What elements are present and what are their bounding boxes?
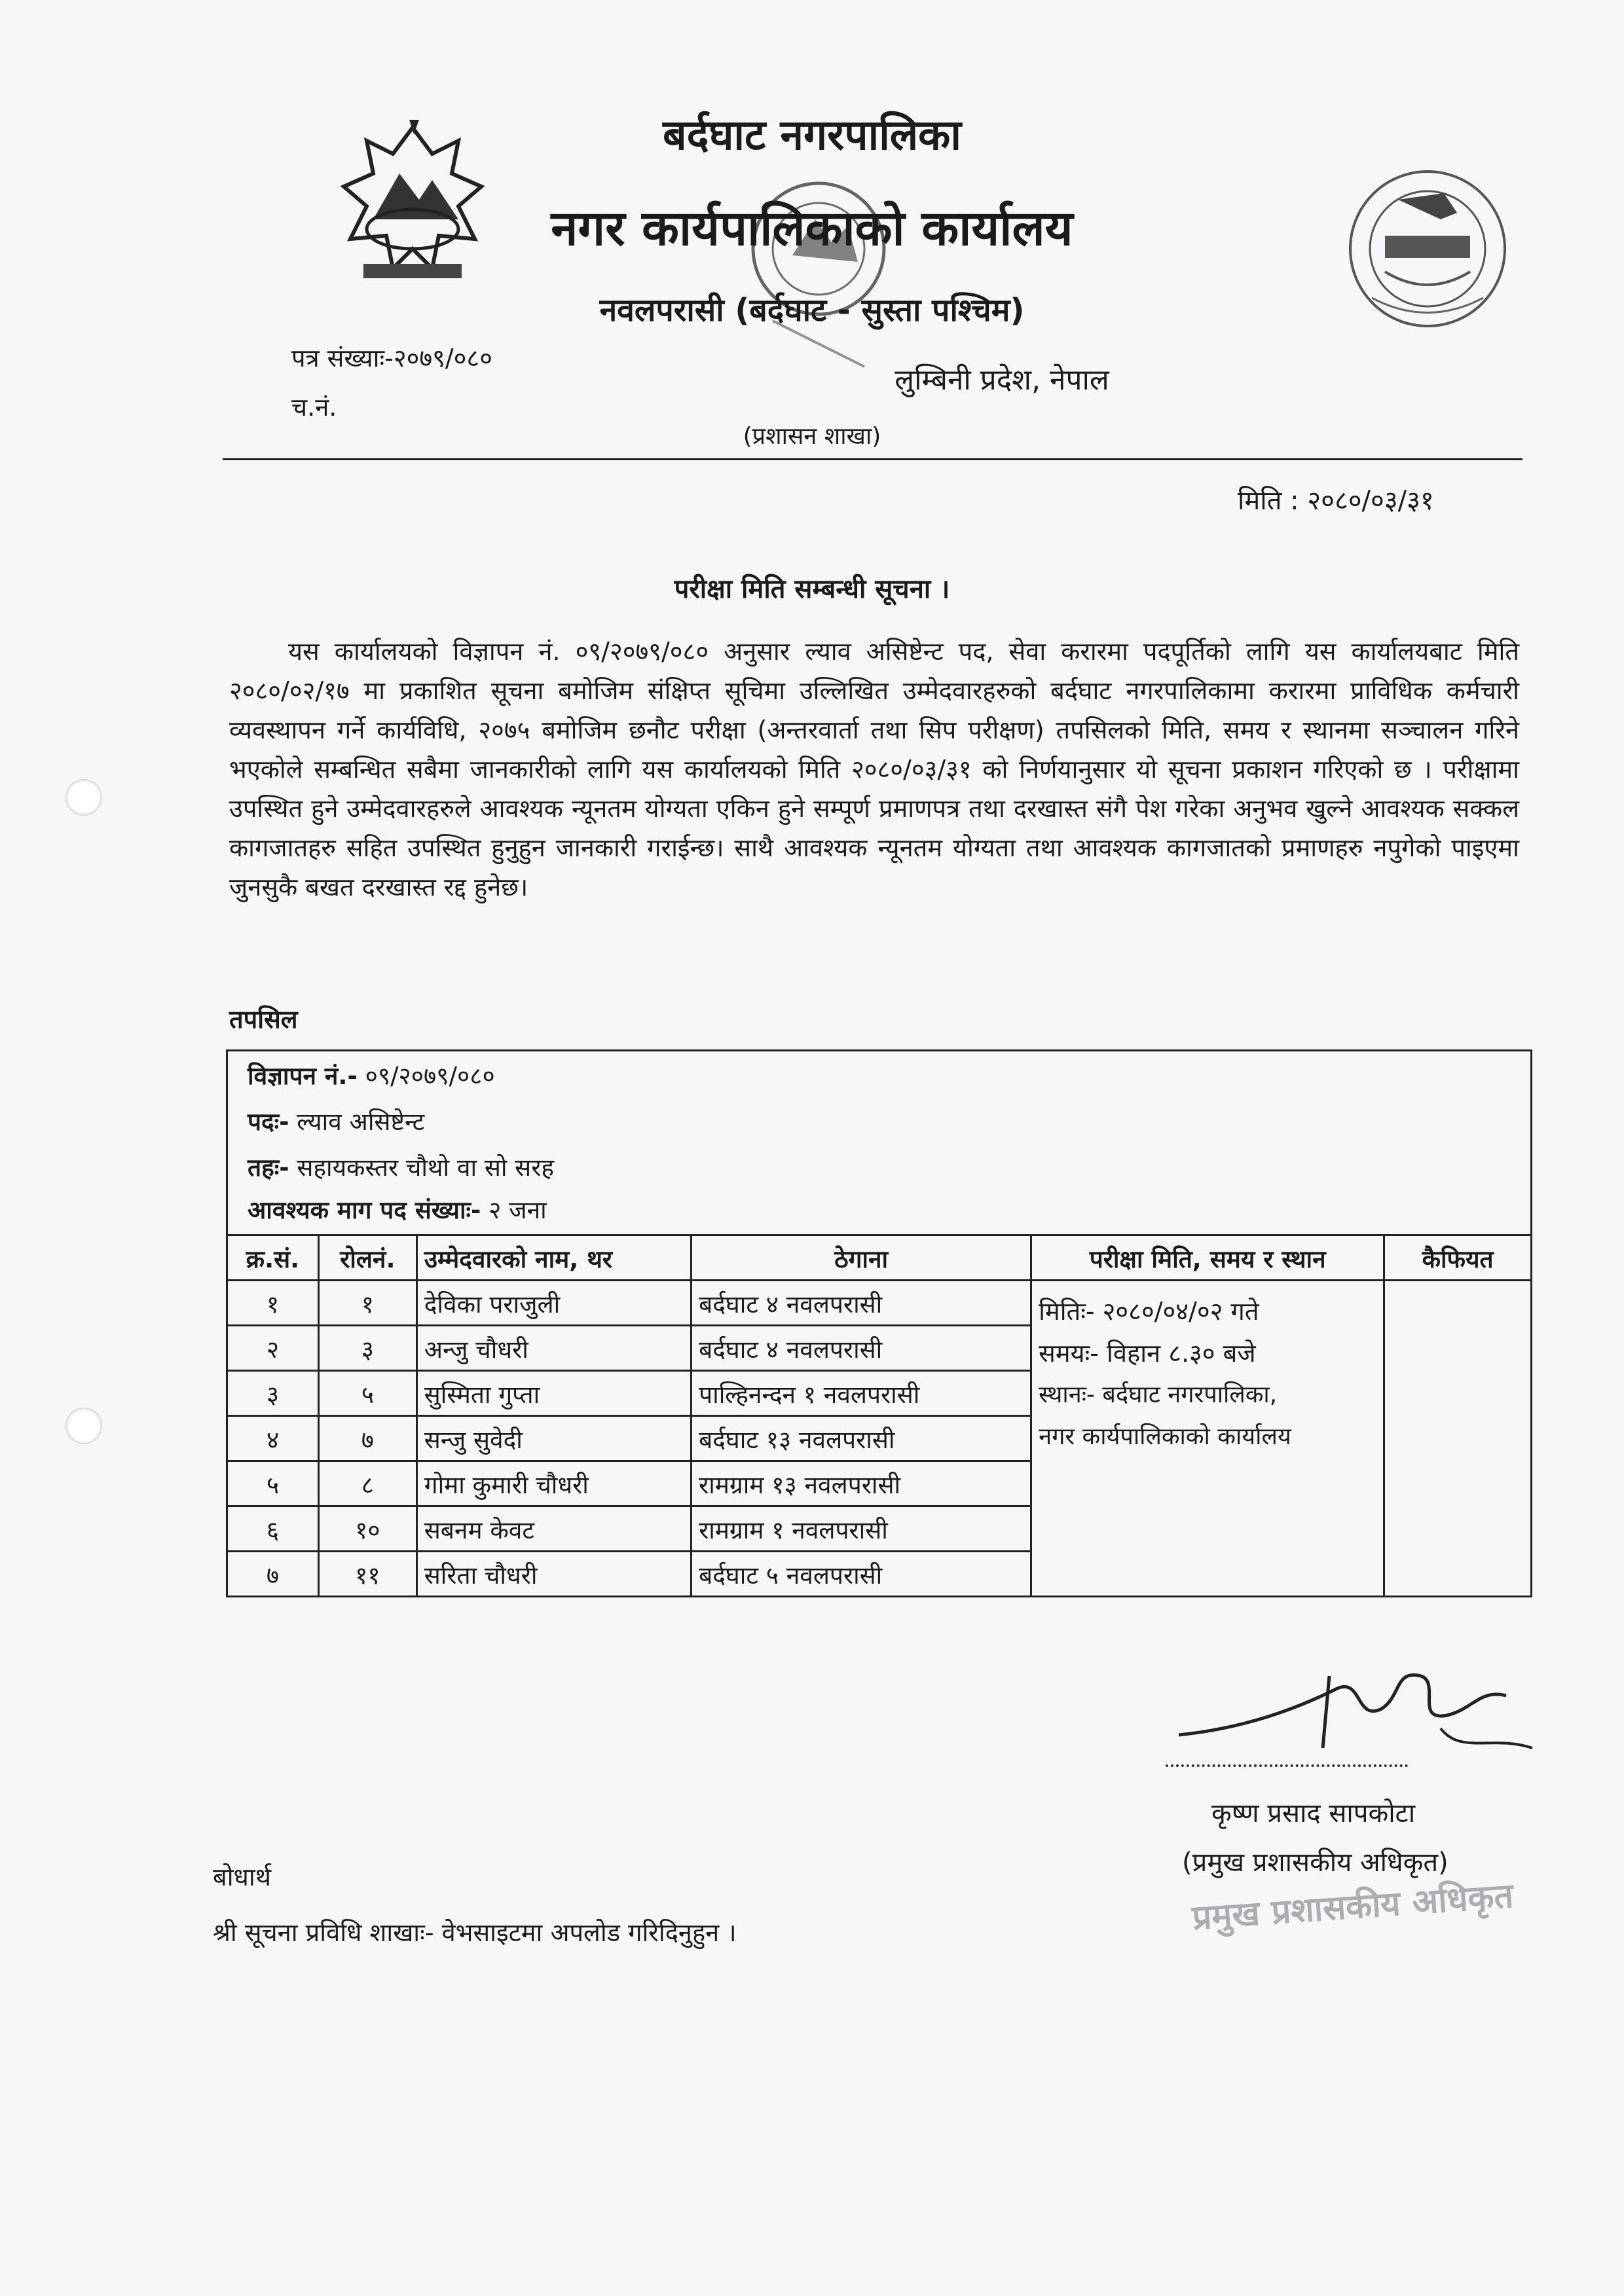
tapasil-label: तपसिल — [229, 1005, 298, 1034]
row-roll: ८ — [318, 1461, 416, 1506]
header-exam: परीक्षा मिति, समय र स्थान — [1031, 1235, 1384, 1281]
row-name: देविका पराजुली — [416, 1281, 691, 1326]
handwritten-signature-icon — [1166, 1650, 1559, 1781]
row-name: सन्जु सुवेदी — [416, 1416, 691, 1461]
row-sn: ६ — [227, 1506, 319, 1552]
level-label: तहः- — [248, 1154, 289, 1182]
designation-stamp: प्रमुख प्रशासकीय अधिकृत — [1190, 1876, 1515, 1939]
demand-value: २ जना — [489, 1196, 547, 1224]
province-name: लुम्बिनी प्रदेश, नेपाल — [895, 363, 1109, 397]
row-sn: २ — [227, 1326, 319, 1371]
notice-title: परीक्षा मिति सम्बन्धी सूचना । — [674, 574, 950, 604]
row-sn: १ — [227, 1281, 319, 1326]
exam-details-cell — [1031, 1281, 1384, 1597]
demand-label: आवश्यक माग पद संख्याः- — [248, 1196, 481, 1224]
demand-line — [248, 1192, 547, 1226]
municipality-name: बर्दघाट नगरपालिका — [663, 111, 961, 160]
row-name: सबनम केवट — [416, 1506, 691, 1552]
notice-body: यस कार्यालयको विज्ञापन नं. ०९/२०७९/०८० अनुसार ल्याव असिष्टेन्ट पद, सेवा करारमा पदपूर्तिको लागि यस कार्यालयबाट मिति २०८०/०२/१७ मा प्रकाशित सूचना बमोजिम संक्षिप्त सूचिमा उल्लिखित उम्मेदवारहरुको बर्दघाट नगरपालिकामा करारमा प्राविधिक कर्मचारी व्यवस्थापन गर्ने कार्यविधि, २०७५ बमोजिम छनौट परीक्षा (अन्तरवार्ता तथा सिप परीक्षण) तपसिलको मिति, समय र स्थानमा सञ्चालन गरिने भएकोले सम्बन्धित सबैमा जानकारीको लागि यस कार्यालयको मिति २०८०/०३/३१ को निर्णयानुसार यो सूचना प्रकाशन गरिएको छ । परीक्षामा उपस्थित हुने उम्मेदवारहरुले आवश्यक न्यूनतम योग्यता एकिन हुने सम्पूर्ण प्रमाणपत्र तथा दरखास्त संगै पेश गरेका अनुभव खुल्ने आवश्यक सक्कल कागजातहरु सहित उपस्थित हुनुहुन जानकारी गराईन्छ। साथै आवश्यक न्यूनतम योग्यता तथा आवश्यक कागजातको प्रमाणहरु नपुगेको पाइएमा जुनसुकै बखत दरखास्त रद्द हुनेछ। — [229, 637, 1519, 902]
candidate-table — [226, 1234, 1532, 1597]
office-location: नवलपरासी (बर्दघाट - सुस्ता पश्चिम) — [599, 292, 1025, 329]
exam-place-office: नगर कार्यपालिकाको कार्यालय — [1039, 1423, 1291, 1450]
header-address: ठेगाना — [692, 1235, 1031, 1281]
bodhartha-label: बोधार्थ — [213, 1863, 272, 1891]
row-roll: ११ — [318, 1552, 416, 1597]
ad-number-line — [248, 1058, 495, 1091]
row-roll: ३ — [318, 1326, 416, 1371]
row-roll: ७ — [318, 1416, 416, 1461]
exam-date: मितिः- २०८०/०४/०२ गते — [1039, 1297, 1259, 1326]
post-label: पदः- — [248, 1108, 289, 1136]
row-sn: ४ — [227, 1416, 319, 1461]
header-remarks: कैफियत — [1384, 1235, 1532, 1281]
row-address: रामग्राम १३ नवलपरासी — [692, 1461, 1031, 1506]
row-sn: ३ — [227, 1371, 319, 1416]
row-address: रामग्राम १ नवलपरासी — [692, 1506, 1031, 1552]
row-roll: १ — [318, 1281, 416, 1326]
row-address: बर्दघाट ५ नवलपरासी — [692, 1552, 1031, 1597]
notice-date: मिति : २०८०/०३/३१ — [1238, 486, 1434, 516]
remarks-cell — [1384, 1281, 1532, 1597]
row-roll: ५ — [318, 1371, 416, 1416]
row-roll: १० — [318, 1506, 416, 1552]
header-sn: क्र.सं. — [227, 1235, 319, 1281]
row-name: सुस्मिता गुप्ता — [416, 1371, 691, 1416]
branch-name: (प्रशासन शाखा) — [743, 423, 881, 450]
header-name: उम्मेदवारको नाम, थर — [416, 1235, 691, 1281]
signatory-title: (प्रमुख प्रशासकीय अधिकृत) — [1182, 1848, 1449, 1878]
ad-number-label: विज्ञापन नं.- — [248, 1062, 358, 1090]
exam-place: स्थानः- बर्दघाट नगरपालिका, — [1039, 1381, 1278, 1408]
row-address: बर्दघाट ४ नवलपरासी — [692, 1281, 1031, 1326]
exam-time: समयः- विहान ८.३० बजे — [1039, 1339, 1256, 1368]
ad-number-value: ०९/२०७९/०८० — [365, 1062, 495, 1090]
post-details-box — [226, 1049, 1532, 1234]
office-name: नगर कार्यपालिकाको कार्यालय — [551, 200, 1073, 257]
row-sn: ७ — [227, 1552, 319, 1597]
table-row — [227, 1281, 1532, 1326]
row-name: सरिता चौधरी — [416, 1552, 691, 1597]
row-address: बर्दघाट १३ नवलपरासी — [692, 1416, 1031, 1461]
header-divider — [223, 458, 1522, 460]
letter-number: पत्र संख्याः-२०७९/०८० — [291, 344, 492, 373]
level-line — [248, 1150, 554, 1183]
row-name: अन्जु चौधरी — [416, 1326, 691, 1371]
table-header-row — [227, 1235, 1532, 1281]
row-name: गोमा कुमारी चौधरी — [416, 1461, 691, 1506]
post-value: ल्याव असिष्टेन्ट — [297, 1108, 425, 1136]
punch-hole-top — [65, 779, 102, 816]
signatory-name: कृष्ण प्रसाद सापकोटा — [1211, 1798, 1416, 1829]
cc-line: श्री सूचना प्रविधि शाखाः- वेभसाइटमा अपलोड गरिदिनुहुन । — [213, 1918, 737, 1947]
signature-line — [1166, 1764, 1408, 1767]
row-address: बर्दघाट ४ नवलपरासी — [692, 1326, 1031, 1371]
post-line — [248, 1104, 424, 1137]
row-address: पाल्हिनन्दन १ नवलपरासी — [692, 1371, 1031, 1416]
punch-hole-bottom — [65, 1408, 102, 1444]
level-value: सहायकस्तर चौथो वा सो सरह — [297, 1154, 554, 1182]
dispatch-number: च.नं. — [291, 393, 337, 422]
header-roll: रोलनं. — [318, 1235, 416, 1281]
row-sn: ५ — [227, 1461, 319, 1506]
